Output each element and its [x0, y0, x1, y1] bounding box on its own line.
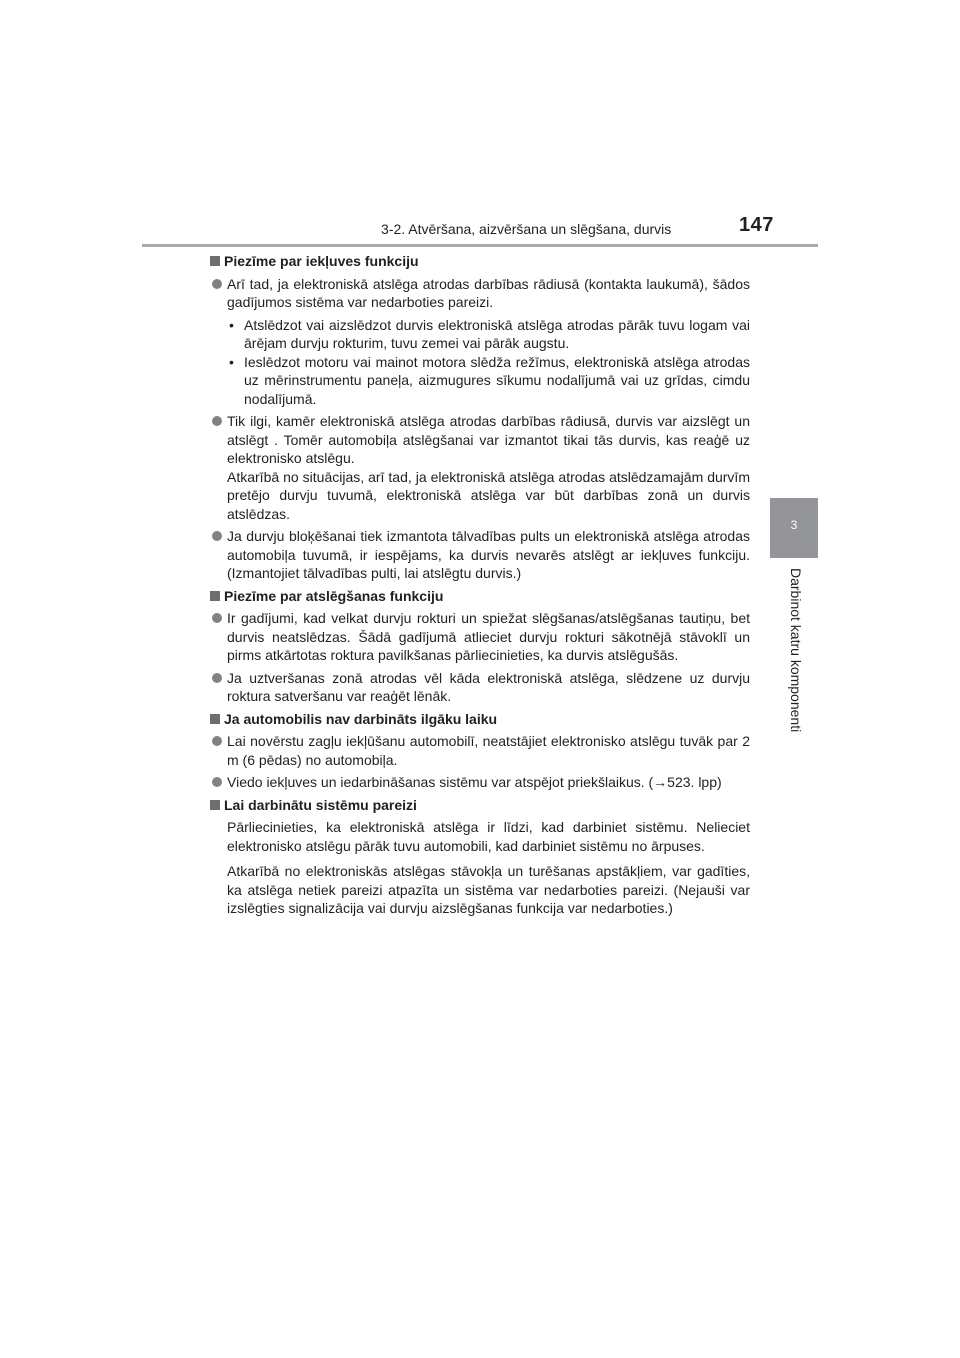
chapter-tab — [770, 498, 818, 558]
square-bullet-icon — [210, 256, 220, 266]
sub-item-text: Ieslēdzot motoru vai mainot motora slēdža režīmus, elektroniskā atslēga atrodas uz mērinstrumentu paneļa, aizmugures sīkumu nodalījumā vai uz grīdas, cimdu nodalījumā. — [244, 353, 750, 407]
circle-bullet-icon — [212, 531, 222, 541]
section-heading — [210, 796, 750, 815]
bullet-item — [210, 412, 750, 523]
circle-bullet-icon — [212, 673, 222, 683]
bullet-item — [210, 669, 750, 706]
bullet-item — [210, 732, 750, 769]
page-number: 147 — [739, 214, 774, 236]
header-rule — [142, 244, 818, 247]
bullet-item — [210, 527, 750, 583]
circle-bullet-icon — [212, 736, 222, 746]
bullet-text: Ja uztveršanas zonā atrodas vēl kāda elektroniskā atslēga, slēdzene uz durvju roktura satveršanu var reaģēt lēnāk. — [227, 669, 750, 704]
circle-bullet-icon — [212, 777, 222, 787]
sub-item — [227, 316, 750, 353]
dot-bullet-icon: • — [229, 316, 234, 333]
chapter-side-label: Darbinot katru komponenti — [788, 568, 804, 733]
section-heading-text: Piezīme par atslēgšanas funkciju — [224, 587, 444, 604]
section-heading-text: Lai darbinātu sistēmu pareizi — [224, 796, 417, 813]
section-heading-text: Piezīme par iekļuves funkciju — [224, 253, 419, 269]
dot-bullet-icon: • — [229, 353, 234, 370]
sub-list — [227, 316, 750, 409]
section-heading — [210, 710, 750, 729]
bullet-item — [210, 773, 750, 792]
bullet-text: Lai novērstu zagļu iekļūšanu automobilī, neatstājiet elektronisko atslēgu tuvāk par 2 m (6 pēdas) no automobiļa. — [227, 733, 750, 768]
bullet-text: Ja durvju bloķēšanai tiek izmantota tālvadības pults un elektroniskā atslēga atrodas automobiļa tuvumā, ir iespējams, ka durvis nevarēs atslēgt ar iekļuves funkciju. (Izmantojiet tālvadības pulti, lai atslēgtu durvis.) — [227, 528, 750, 581]
square-bullet-icon — [210, 591, 220, 601]
bullet-text: Tik ilgi, kamēr elektroniskā atslēga atrodas darbības rādiusā, durvis var aizslēgt un atslēgt . Tomēr automobiļa atslēgšanai var izmantot tikai tās durvis, kas reaģē uz elektronisko atslēgu. Atkarībā no situācijas, arī tad, ja elektroniskā atslēga atrodas atslēdzamajām durvīm pretējo durvju tuvumā, elektroniskā atslēga var būt darbības zonā un durvis atslēdzas. — [227, 413, 750, 522]
circle-bullet-icon — [212, 279, 222, 289]
paragraph: Pārliecinieties, ka elektroniskā atslēga ir līdzi, kad darbiniet sistēmu. Nelieciet elektronisko atslēgu pārāk tuvu automobili, kad darbiniet sistēmu no ārpuses. — [227, 819, 750, 854]
page-header — [0, 0, 960, 250]
square-bullet-icon — [210, 800, 220, 810]
section-heading — [210, 252, 750, 271]
square-bullet-icon — [210, 714, 220, 724]
section-heading — [210, 587, 750, 606]
circle-bullet-icon — [212, 416, 222, 426]
bullet-text: Ir gadījumi, kad velkat durvju rokturi un spiežat slēgšanas/atslēgšanas tautiņu, bet durvis neatslēdzas. Šādā gadījumā atlieciet durvju rokturi sākotnējā stāvoklī un pirms atkārtotas roktura pavilkšanas pārliecinieties, ka durvis atslēgušās. — [227, 610, 750, 663]
page-content — [210, 252, 750, 925]
bullet-text: Arī tad, ja elektroniskā atslēga atrodas darbības rādiusā (kontakta laukumā), šādos gadījumos sistēma var nedarboties pareizi. — [227, 275, 750, 310]
bullet-text: Viedo iekļuves un iedarbināšanas sistēmu var atspējot priekšlaikus. (→523. lpp) — [227, 774, 722, 790]
sub-item — [227, 353, 750, 409]
chapter-tab-number: 3 — [790, 518, 798, 532]
paragraph: Atkarībā no elektroniskās atslēgas stāvokļa un turēšanas apstākļiem, var gadīties, ka atslēga netiek pareizi atpazīta un sistēma var nedarboties pareizi. (Nejauši var izslēgties signalizācija vai durvju aizslēgšanas funkcija var nedarboties.) — [227, 863, 750, 916]
sub-item-text: Atslēdzot vai aizslēdzot durvis elektroniskā atslēga atrodas pārāk tuvu logam vai ārējam durvju rokturim, tuvu zemei vai pārāk augstu. — [244, 316, 750, 351]
section-heading-text: Ja automobilis nav darbināts ilgāku laiku — [224, 710, 498, 727]
circle-bullet-icon — [212, 613, 222, 623]
chapter-title: 3-2. Atvēršana, aizvēršana un slēgšana, durvis — [381, 221, 672, 237]
bullet-item — [210, 609, 750, 665]
bullet-item — [210, 275, 750, 312]
